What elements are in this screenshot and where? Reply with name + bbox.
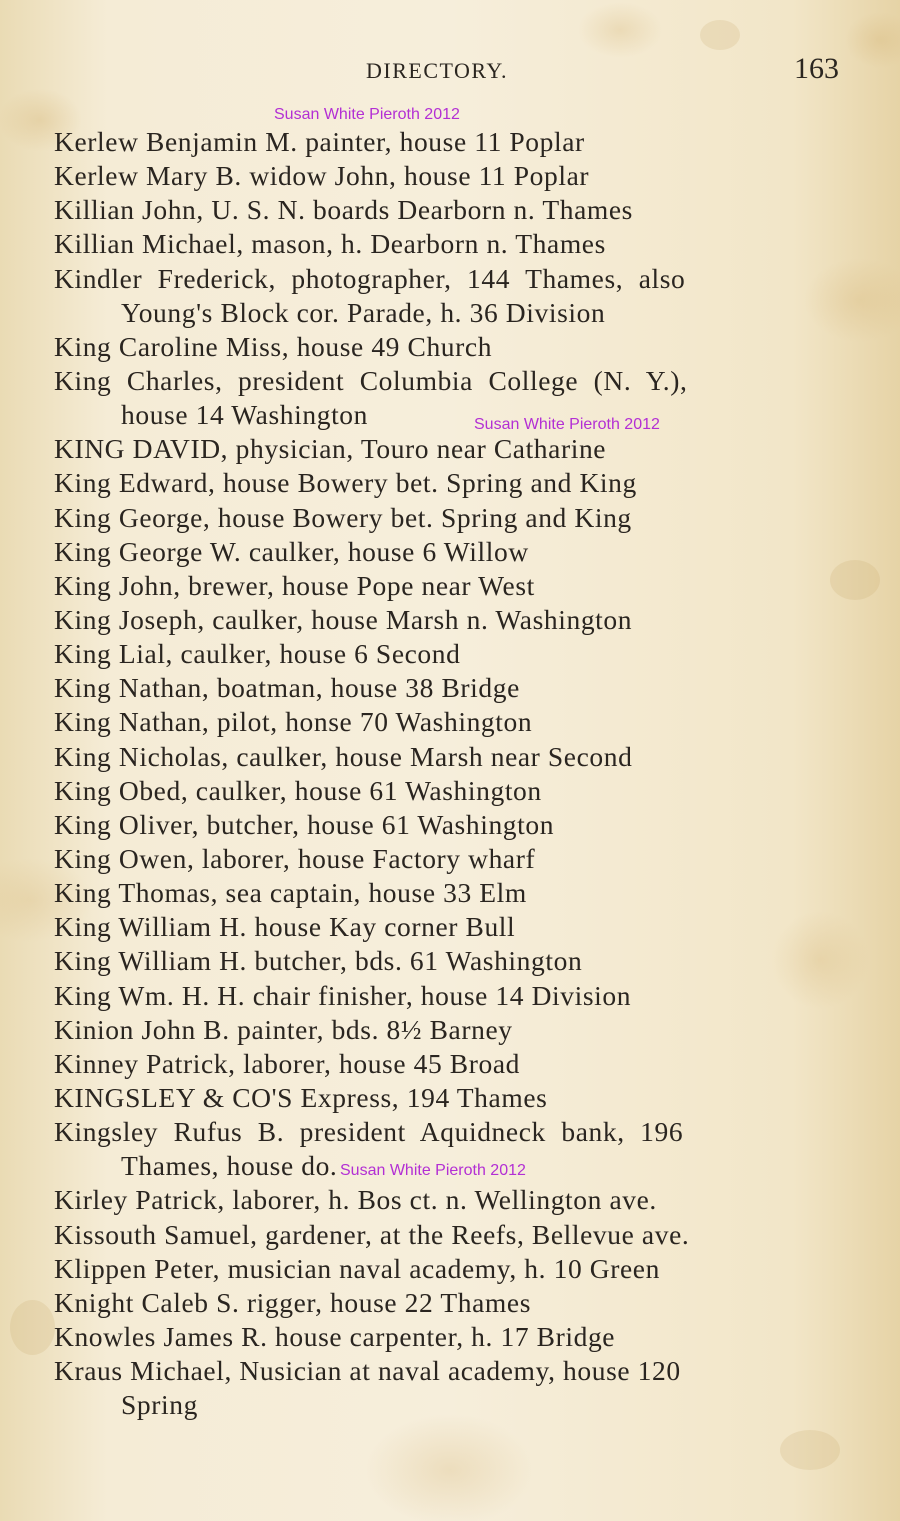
running-header: DIRECTORY. [366, 58, 508, 83]
watermark: Susan White Pieroth 2012 [274, 106, 460, 123]
entry-line: Knight Caleb S. rigger, house 22 Thames [54, 1286, 532, 1318]
entry-line: Kindler Frederick, photographer, 144 Thames, also [54, 262, 686, 294]
entry-line: King John, brewer, house Pope near West [54, 569, 535, 601]
entry-line: Kingsley Rufus B. president Aquidneck bank, 196 [54, 1116, 684, 1148]
entry-line: Kerlew Mary B. widow John, house 11 Poplar [54, 160, 590, 192]
entry-line: King William H. butcher, bds. 61 Washington [54, 945, 583, 977]
entry-line: King Nathan, pilot, honse 70 Washington [54, 706, 533, 738]
directory-entries [54, 125, 854, 1422]
page-number: 163 [794, 52, 839, 85]
entry-line: King Thomas, sea captain, house 33 Elm [54, 877, 527, 909]
entry-line: Kinney Patrick, laborer, house 45 Broad [54, 1047, 521, 1079]
entry-line: Killian John, U. S. N. boards Dearborn n. Thames [54, 194, 633, 226]
entry-line: King William H. house Kay corner Bull [54, 911, 516, 943]
entry-continuation: Young's Block cor. Parade, h. 36 Division [121, 296, 606, 328]
entry-line: King Obed, caulker, house 61 Washington [54, 774, 542, 806]
entry-line: King Edward, house Bowery bet. Spring and King [54, 467, 637, 499]
entry-continuation: house 14 Washington [121, 399, 369, 431]
entry-line: KING DAVID, physician, Touro near Catharine [54, 433, 607, 465]
entry-line: King Charles, president Columbia College (N. Y.), [54, 364, 688, 396]
entry-line: Kissouth Samuel, gardener, at the Reefs, Bellevue ave. [54, 1218, 690, 1250]
entry-line: King Owen, laborer, house Factory wharf [54, 842, 536, 874]
entry-line: Kraus Michael, Nusician at naval academy, house 120 [54, 1355, 681, 1387]
foxing-spot [700, 20, 740, 50]
entry-line: King Caroline Miss, house 49 Church [54, 330, 493, 362]
entry-line: Kirley Patrick, laborer, h. Bos ct. n. Wellington ave. [54, 1184, 657, 1216]
entry-line: King Joseph, caulker, house Marsh n. Washington [54, 603, 633, 635]
entry-line: King Nathan, boatman, house 38 Bridge [54, 672, 520, 704]
entry-continuation: Thames, house do. [121, 1150, 338, 1182]
entry-line: Knowles James R. house carpenter, h. 17 Bridge [54, 1320, 616, 1352]
entry-line: King Lial, caulker, house 6 Second [54, 638, 461, 670]
foxing-spot [780, 1430, 840, 1470]
entry-continuation: Spring [121, 1389, 198, 1421]
entry-line: Kerlew Benjamin M. painter, house 11 Poplar [54, 126, 585, 157]
entry-line: King George, house Bowery bet. Spring and King [54, 501, 632, 533]
foxing-spot [10, 1300, 55, 1355]
watermark: Susan White Pieroth 2012 [474, 416, 660, 433]
entry-line: King Wm. H. H. chair finisher, house 14 Division [54, 979, 632, 1011]
entry-line: KINGSLEY & CO'S Express, 194 Thames [54, 1081, 548, 1113]
entry-line: King George W. caulker, house 6 Willow [54, 535, 529, 567]
watermark: Susan White Pieroth 2012 [340, 1162, 526, 1179]
entry-line: King Oliver, butcher, house 61 Washington [54, 808, 555, 840]
entry-line: Kinion John B. painter, bds. 8½ Barney [54, 1013, 513, 1045]
entry-line: Killian Michael, mason, h. Dearborn n. Thames [54, 228, 606, 260]
entry-line: King Nicholas, caulker, house Marsh near Second [54, 740, 633, 772]
entry-line: Klippen Peter, musician naval academy, h. 10 Green [54, 1252, 660, 1284]
